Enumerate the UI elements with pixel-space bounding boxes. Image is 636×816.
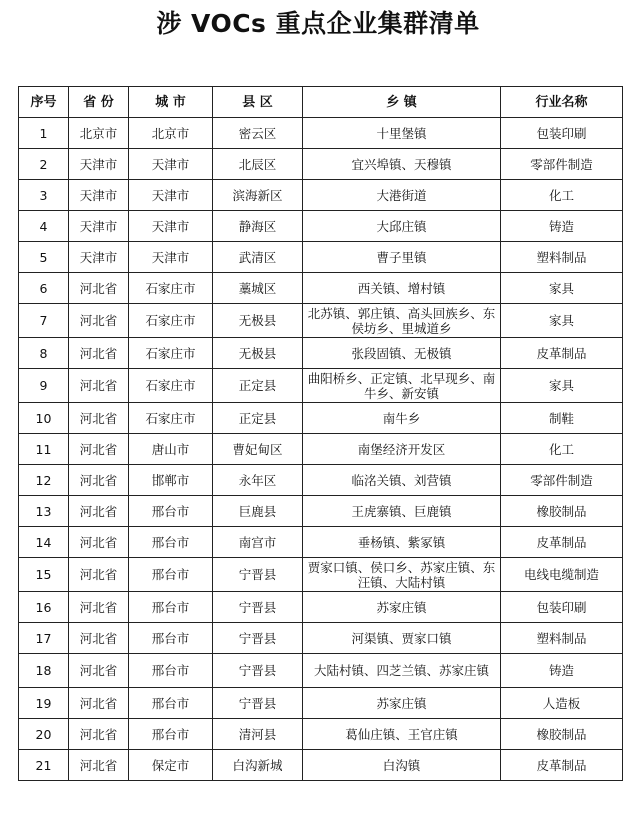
cell-county: 白沟新城 <box>213 750 303 781</box>
cell-city: 邢台市 <box>129 623 213 654</box>
cell-index: 14 <box>19 527 69 558</box>
cell-province: 天津市 <box>69 242 129 273</box>
cell-index: 19 <box>19 688 69 719</box>
cell-county: 宁晋县 <box>213 688 303 719</box>
cell-township: 临洺关镇、刘营镇 <box>303 465 501 496</box>
cell-industry: 塑料制品 <box>501 623 623 654</box>
cell-industry: 家具 <box>501 273 623 304</box>
cell-county: 北辰区 <box>213 149 303 180</box>
cell-city: 天津市 <box>129 211 213 242</box>
cell-province: 河北省 <box>69 558 129 592</box>
cell-county: 巨鹿县 <box>213 496 303 527</box>
page-title: 涉 VOCs 重点企业集群清单 <box>156 9 480 38</box>
table-row <box>19 434 623 465</box>
cell-industry: 铸造 <box>501 211 623 242</box>
cell-county: 无极县 <box>213 304 303 338</box>
cell-township: 河渠镇、贾家口镇 <box>303 623 501 654</box>
cell-industry: 塑料制品 <box>501 242 623 273</box>
table-row <box>19 623 623 654</box>
cell-county: 武清区 <box>213 242 303 273</box>
table-row <box>19 338 623 369</box>
cell-index: 12 <box>19 465 69 496</box>
cell-province: 河北省 <box>69 592 129 623</box>
cell-province: 河北省 <box>69 403 129 434</box>
cell-city: 石家庄市 <box>129 273 213 304</box>
cell-county: 宁晋县 <box>213 623 303 654</box>
cell-county: 永年区 <box>213 465 303 496</box>
cell-city: 石家庄市 <box>129 338 213 369</box>
cell-township: 曲阳桥乡、正定镇、北早现乡、南牛乡、新安镇 <box>303 369 501 403</box>
cell-township: 宜兴埠镇、天穆镇 <box>303 149 501 180</box>
table-row <box>19 149 623 180</box>
cell-county: 正定县 <box>213 403 303 434</box>
table-row <box>19 369 623 403</box>
cell-county: 宁晋县 <box>213 592 303 623</box>
cell-city: 石家庄市 <box>129 403 213 434</box>
cell-county: 静海区 <box>213 211 303 242</box>
cell-township: 大陆村镇、四芝兰镇、苏家庄镇 <box>303 654 501 688</box>
cell-township: 曹子里镇 <box>303 242 501 273</box>
header-province: 省 份 <box>69 87 129 118</box>
table-row <box>19 180 623 211</box>
cell-county: 清河县 <box>213 719 303 750</box>
cell-province: 河北省 <box>69 527 129 558</box>
cell-township: 西关镇、增村镇 <box>303 273 501 304</box>
cell-county: 南宫市 <box>213 527 303 558</box>
cell-index: 6 <box>19 273 69 304</box>
cell-township: 张段固镇、无极镇 <box>303 338 501 369</box>
cell-index: 10 <box>19 403 69 434</box>
cell-city: 唐山市 <box>129 434 213 465</box>
cell-city: 邯郸市 <box>129 465 213 496</box>
cell-province: 河北省 <box>69 338 129 369</box>
cell-industry: 人造板 <box>501 688 623 719</box>
table-row <box>19 465 623 496</box>
cell-county: 密云区 <box>213 118 303 149</box>
cell-industry: 家具 <box>501 369 623 403</box>
cell-index: 8 <box>19 338 69 369</box>
table-row <box>19 211 623 242</box>
cell-industry: 零部件制造 <box>501 149 623 180</box>
cell-industry: 制鞋 <box>501 403 623 434</box>
cell-industry: 橡胶制品 <box>501 496 623 527</box>
cell-province: 河北省 <box>69 369 129 403</box>
cell-province: 河北省 <box>69 623 129 654</box>
cell-industry: 电线电缆制造 <box>501 558 623 592</box>
table-row <box>19 403 623 434</box>
cell-industry: 皮革制品 <box>501 750 623 781</box>
cell-county: 宁晋县 <box>213 558 303 592</box>
cell-index: 7 <box>19 304 69 338</box>
cell-city: 天津市 <box>129 180 213 211</box>
cell-index: 2 <box>19 149 69 180</box>
cell-province: 河北省 <box>69 465 129 496</box>
cell-industry: 家具 <box>501 304 623 338</box>
header-index: 序号 <box>19 87 69 118</box>
table-body <box>19 118 623 781</box>
cell-province: 河北省 <box>69 496 129 527</box>
cell-industry: 铸造 <box>501 654 623 688</box>
cell-city: 北京市 <box>129 118 213 149</box>
cell-city: 邢台市 <box>129 592 213 623</box>
cell-county: 无极县 <box>213 338 303 369</box>
cell-index: 11 <box>19 434 69 465</box>
cell-township: 贾家口镇、侯口乡、苏家庄镇、东汪镇、大陆村镇 <box>303 558 501 592</box>
cell-index: 13 <box>19 496 69 527</box>
cell-township: 垂杨镇、紫冢镇 <box>303 527 501 558</box>
header-county: 县 区 <box>213 87 303 118</box>
cell-city: 天津市 <box>129 149 213 180</box>
table-row <box>19 592 623 623</box>
table-row <box>19 654 623 688</box>
enterprise-cluster-table <box>18 86 623 781</box>
cell-city: 邢台市 <box>129 558 213 592</box>
table-row <box>19 558 623 592</box>
cell-township: 王虎寨镇、巨鹿镇 <box>303 496 501 527</box>
cell-index: 20 <box>19 719 69 750</box>
cell-city: 天津市 <box>129 242 213 273</box>
cell-province: 天津市 <box>69 211 129 242</box>
cell-province: 河北省 <box>69 750 129 781</box>
header-industry: 行业名称 <box>501 87 623 118</box>
cell-index: 21 <box>19 750 69 781</box>
cell-county: 滨海新区 <box>213 180 303 211</box>
cell-county: 宁晋县 <box>213 654 303 688</box>
cell-industry: 化工 <box>501 434 623 465</box>
cell-index: 5 <box>19 242 69 273</box>
cell-industry: 包装印刷 <box>501 592 623 623</box>
cell-industry: 皮革制品 <box>501 338 623 369</box>
cell-township: 葛仙庄镇、王官庄镇 <box>303 719 501 750</box>
cell-province: 河北省 <box>69 273 129 304</box>
cell-township: 大港街道 <box>303 180 501 211</box>
cell-province: 北京市 <box>69 118 129 149</box>
cell-county: 曹妃甸区 <box>213 434 303 465</box>
cell-index: 15 <box>19 558 69 592</box>
table-row <box>19 118 623 149</box>
cell-city: 石家庄市 <box>129 304 213 338</box>
cell-province: 天津市 <box>69 180 129 211</box>
cell-index: 17 <box>19 623 69 654</box>
cell-township: 南堡经济开发区 <box>303 434 501 465</box>
table-row <box>19 527 623 558</box>
table-row <box>19 688 623 719</box>
cell-city: 邢台市 <box>129 496 213 527</box>
cell-city: 邢台市 <box>129 654 213 688</box>
table-row <box>19 496 623 527</box>
cell-county: 藁城区 <box>213 273 303 304</box>
cell-index: 18 <box>19 654 69 688</box>
cell-province: 河北省 <box>69 719 129 750</box>
cell-province: 河北省 <box>69 688 129 719</box>
cell-city: 邢台市 <box>129 719 213 750</box>
cell-index: 3 <box>19 180 69 211</box>
cell-township: 南牛乡 <box>303 403 501 434</box>
header-city: 城 市 <box>129 87 213 118</box>
cell-township: 苏家庄镇 <box>303 688 501 719</box>
header-township: 乡 镇 <box>303 87 501 118</box>
cell-industry: 皮革制品 <box>501 527 623 558</box>
table-row <box>19 719 623 750</box>
cell-province: 河北省 <box>69 434 129 465</box>
cell-index: 16 <box>19 592 69 623</box>
cell-industry: 包装印刷 <box>501 118 623 149</box>
cell-city: 邢台市 <box>129 527 213 558</box>
table-row <box>19 750 623 781</box>
cell-index: 9 <box>19 369 69 403</box>
cell-county: 正定县 <box>213 369 303 403</box>
cell-industry: 橡胶制品 <box>501 719 623 750</box>
cell-city: 邢台市 <box>129 688 213 719</box>
cell-province: 河北省 <box>69 654 129 688</box>
table-header-row <box>19 87 623 118</box>
cell-township: 北苏镇、郭庄镇、高头回族乡、东侯坊乡、里城道乡 <box>303 304 501 338</box>
cell-index: 1 <box>19 118 69 149</box>
table-row <box>19 304 623 338</box>
cell-industry: 零部件制造 <box>501 465 623 496</box>
cell-city: 保定市 <box>129 750 213 781</box>
cell-township: 十里堡镇 <box>303 118 501 149</box>
table-row <box>19 273 623 304</box>
cell-province: 河北省 <box>69 304 129 338</box>
cell-index: 4 <box>19 211 69 242</box>
cell-city: 石家庄市 <box>129 369 213 403</box>
table-row <box>19 242 623 273</box>
cell-industry: 化工 <box>501 180 623 211</box>
cell-township: 苏家庄镇 <box>303 592 501 623</box>
cell-province: 天津市 <box>69 149 129 180</box>
cell-township: 大邱庄镇 <box>303 211 501 242</box>
cell-township: 白沟镇 <box>303 750 501 781</box>
